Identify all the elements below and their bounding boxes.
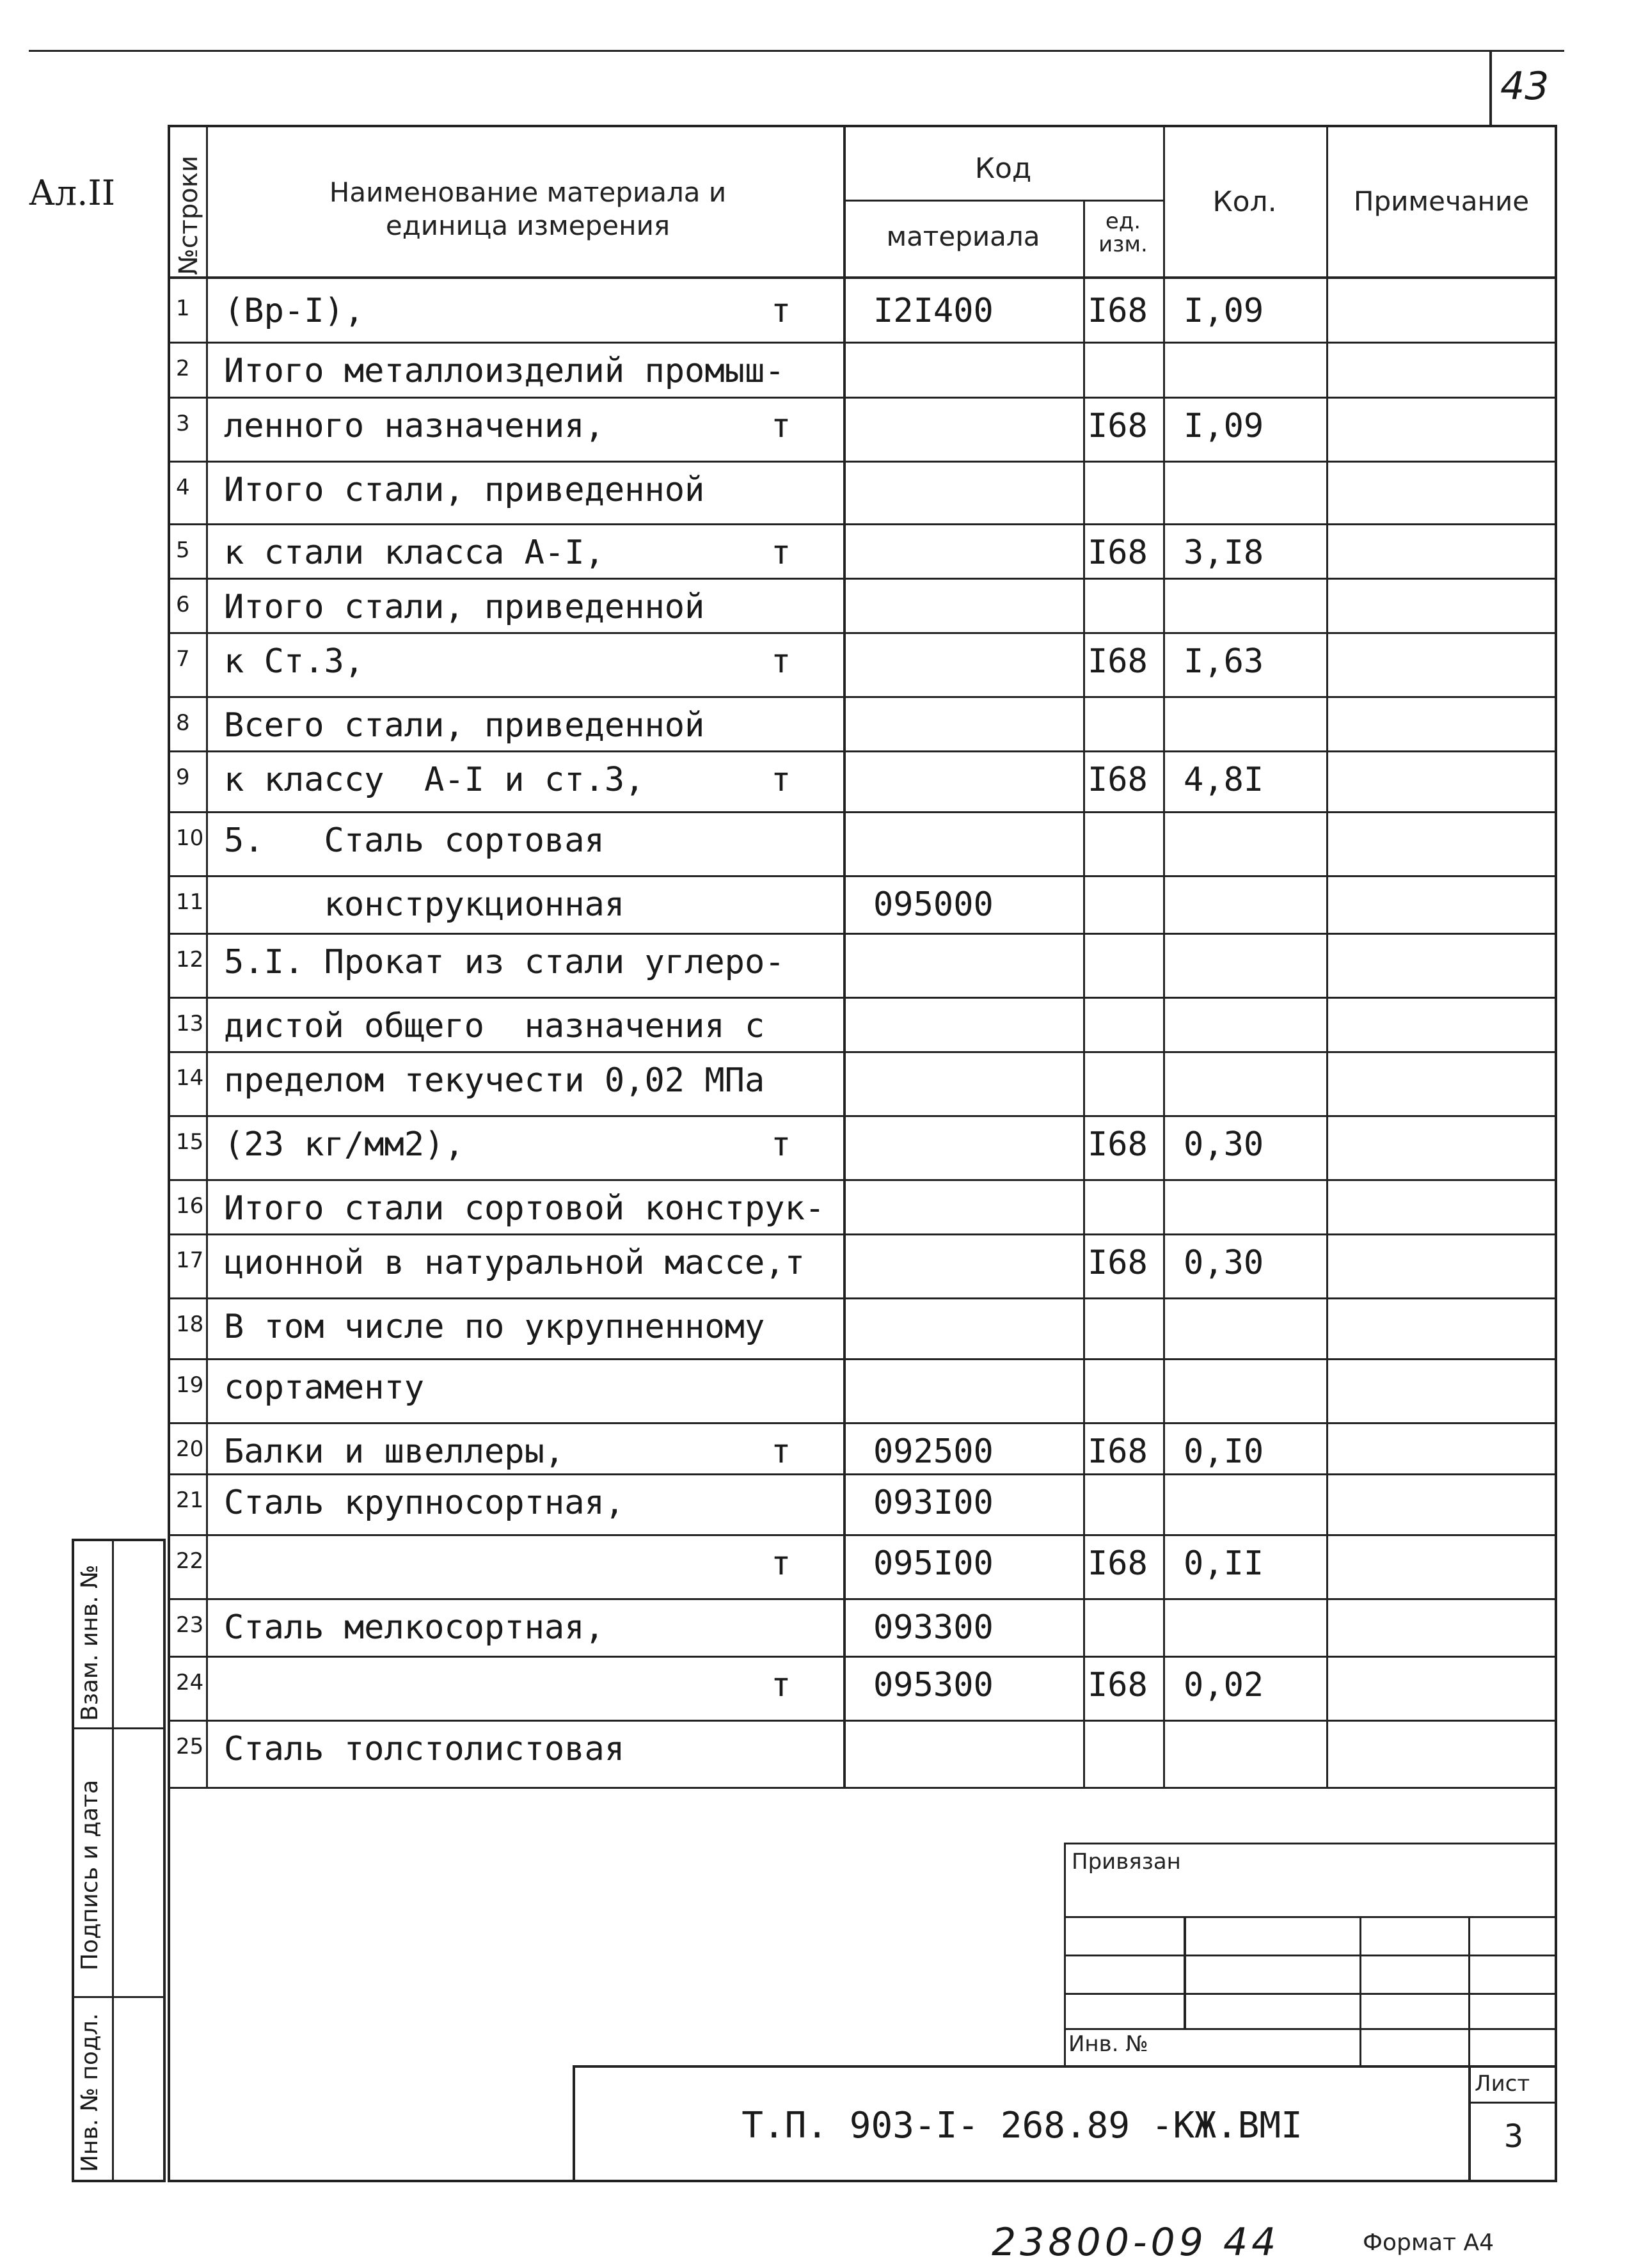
grid-line [163,1539,166,2182]
table-row [0,1475,1625,1532]
grid-line [72,2180,166,2182]
grid-line [573,2065,575,2182]
row-number: 1 [176,296,190,321]
row-number: 10 [176,825,204,851]
grid-line [1359,1916,1361,2066]
row-number: 16 [176,1193,204,1219]
row-quantity: I,09 [1184,407,1264,445]
row-quantity: 0,30 [1184,1244,1264,1282]
row-name: Всего стали, приведенной [224,706,705,745]
row-name: пределом текучести 0,02 МПа [224,1061,765,1100]
row-name: (23 кг/мм2), [224,1125,464,1164]
table-row [0,343,1625,400]
top-rule [29,50,1564,52]
grid-line [72,1996,166,1998]
table-row [0,579,1625,637]
row-number: 11 [176,889,204,915]
header-unit-line1: ед. [1105,209,1141,234]
table-row [0,462,1625,519]
row-name: Сталь толстолистовая [224,1730,625,1768]
row-number: 19 [176,1372,204,1398]
header-qty: Кол. [1212,186,1277,218]
row-unit-code: I68 [1088,1666,1148,1704]
row-unit-code: I68 [1088,534,1148,572]
row-unit-code: I68 [1088,761,1148,799]
table-row [0,1657,1625,1715]
grid-line [1468,1916,1470,2066]
grid-line [573,2065,1557,2068]
row-number: 21 [176,1487,204,1513]
side-stamp-vzam: Взам. инв. № [77,1564,103,1721]
row-name: Балки и швеллеры, [224,1432,565,1471]
table-row [0,1235,1625,1292]
row-number: 17 [176,1248,204,1273]
row-number: 2 [176,356,190,381]
row-quantity: 0,I0 [1184,1432,1264,1471]
table-row [0,998,1625,1056]
row-material-code: 092500 [873,1432,994,1471]
table-row [0,1299,1625,1356]
row-name: к стали класса А-I, [224,534,605,572]
stamp-sheet-label: Лист [1475,2071,1530,2097]
table-row [0,283,1625,340]
table-row [0,633,1625,691]
table-row [0,1052,1625,1110]
header-note: Примечание [1353,186,1530,217]
row-unit: т [771,1432,791,1471]
row-name: Итого металлоизделий промыш- [224,352,785,390]
side-stamp-inv: Инв. № подл. [77,2013,103,2172]
header-unit-line2: изм. [1098,232,1148,257]
table-row [0,1116,1625,1174]
row-name: Итого стали сортовой конструк- [224,1189,825,1228]
row-unit-code: I68 [1088,292,1148,330]
row-name: к классу А-I и ст.3, [224,761,645,799]
row-quantity: I,09 [1184,292,1264,330]
grid-line [168,125,1557,127]
row-number: 25 [176,1734,204,1759]
row-number: 5 [176,537,190,563]
row-quantity: 0,30 [1184,1125,1264,1164]
grid-line [72,1727,166,1729]
row-name: Итого стали, приведенной [224,471,705,509]
row-unit-code: I68 [1088,1244,1148,1282]
header-name-line1: Наименование материала и [329,177,727,208]
grid-line [1468,2102,1557,2104]
row-number: 6 [176,592,190,617]
row-name: Итого стали, приведенной [224,588,705,626]
grid-line [112,1539,114,2182]
grid-line [1184,1916,1186,2028]
row-unit: т [771,1666,791,1704]
grid-line [1064,1843,1557,1844]
header-code: Код [974,152,1032,185]
row-number: 14 [176,1065,204,1091]
table-row [0,398,1625,456]
frame-left [168,1788,170,2182]
table-row [0,752,1625,809]
stamp-inv-no: Инв. № [1068,2031,1148,2057]
row-material-code: 093300 [873,1608,994,1647]
table-row [0,813,1625,870]
row-number: 15 [176,1129,204,1155]
row-name: Сталь крупносортная, [224,1484,625,1522]
row-number: 23 [176,1612,204,1638]
row-name: 5. Сталь сортовая [224,821,605,860]
row-number: 4 [176,475,190,500]
row-quantity: I,63 [1184,642,1264,681]
row-name: дистой общего назначения с [224,1007,765,1045]
row-number: 3 [176,411,190,436]
row-material-code: 095000 [873,885,994,924]
frame-bottom [168,2180,1557,2182]
row-quantity: 0,02 [1184,1666,1264,1704]
row-name: конструкционная [224,885,625,924]
page-number: 43 [1500,64,1550,109]
row-unit-code: I68 [1088,1432,1148,1471]
row-name: к Ст.3, [224,642,365,681]
grid-line [168,276,1557,279]
table-row [0,876,1625,934]
row-unit-code: I68 [1088,642,1148,681]
table-row [0,934,1625,992]
row-number: 9 [176,765,190,790]
grid-line [843,200,1163,202]
footer-handwritten-number: 23800-09 44 [992,2220,1280,2265]
row-material-code: I2I400 [873,292,994,330]
row-unit: т [771,534,791,572]
row-name: В том числе по укрупненному [224,1308,765,1346]
row-number: 20 [176,1436,204,1462]
stamp-sheet-no: 3 [1503,2118,1524,2155]
row-name: Сталь мелкосортная, [224,1608,605,1647]
grid-line [72,1539,166,1541]
row-number: 24 [176,1670,204,1695]
row-number: 8 [176,710,190,736]
row-number: 12 [176,947,204,972]
page-number-divider [1489,50,1492,127]
row-unit: т [771,1125,791,1164]
table-row [0,525,1625,582]
row-unit-code: I68 [1088,1544,1148,1583]
row-number: 7 [176,646,190,672]
row-number: 22 [176,1548,204,1574]
grid-line [168,1787,1557,1789]
row-name: сортаменту [224,1368,425,1407]
row-name: ленного назначения, [224,407,605,445]
header-name-line2: единица измерения [385,210,670,241]
row-quantity: 0,II [1184,1544,1264,1583]
stamp-doc-code: Т.П. 903-I- 268.89 -КЖ.ВМI [741,2105,1303,2146]
table-row [0,1423,1625,1481]
row-name: ционной в натуральной массе,т [224,1244,805,1282]
table-row [0,1721,1625,1779]
appendix-label: Ал.II [29,173,116,213]
table-row [0,1599,1625,1657]
stamp-privyazan: Привязан [1072,1849,1181,1875]
row-material-code: 093I00 [873,1484,994,1522]
row-number: 13 [176,1011,204,1036]
row-name: (Вр-I), [224,292,365,330]
row-unit: т [771,1544,791,1583]
row-unit: т [771,642,791,681]
row-unit: т [771,407,791,445]
header-unit [1083,210,1163,256]
table-row [0,1360,1625,1417]
row-unit-code: I68 [1088,407,1148,445]
header-code-material: материала [886,221,1040,252]
row-unit: т [771,761,791,799]
table-row [0,1535,1625,1593]
header-name [211,176,844,242]
footer-format: Формат А4 [1363,2230,1494,2256]
grid-line [1064,2028,1557,2030]
row-quantity: 3,I8 [1184,534,1264,572]
row-material-code: 095300 [873,1666,994,1704]
side-stamp-podpis: Подпись и дата [77,1779,103,1971]
header-row-no: №строки [174,155,203,275]
grid-line [72,1539,74,2182]
row-unit-code: I68 [1088,1125,1148,1164]
table-row [0,1180,1625,1238]
grid-line [1064,1993,1557,1995]
grid-line [1064,1955,1557,1956]
row-material-code: 095I00 [873,1544,994,1583]
grid-line [1064,1916,1557,1918]
table-row [0,697,1625,755]
row-name: 5.I. Прокат из стали углеро- [224,943,785,981]
row-number: 18 [176,1312,204,1337]
row-unit: т [771,292,791,330]
row-quantity: 4,8I [1184,761,1264,799]
